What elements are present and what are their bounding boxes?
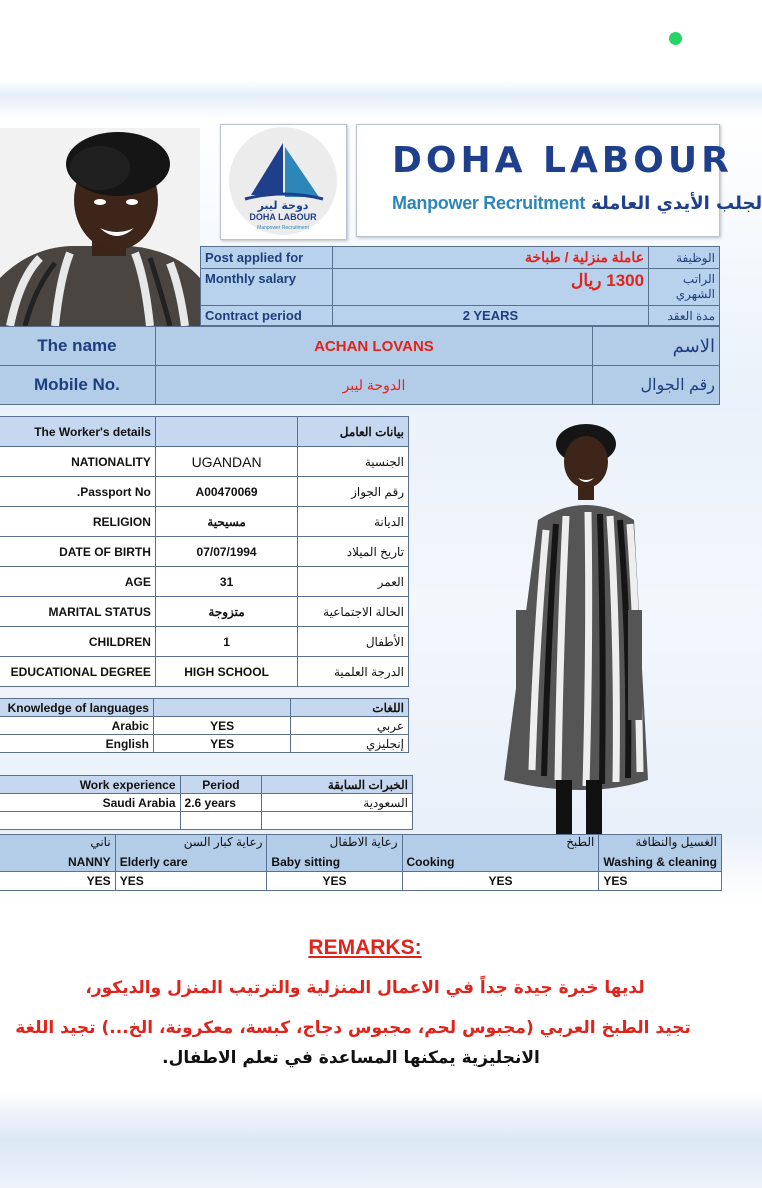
language-name-ar: عربي — [291, 717, 409, 735]
name-label: The name — [0, 327, 155, 366]
mobile-label: Mobile No. — [0, 366, 155, 405]
name-label-ar: الاسم — [593, 327, 720, 366]
table-row — [0, 717, 409, 735]
detail-label-en: Passport No. — [0, 477, 155, 507]
table-row — [0, 627, 409, 657]
identity-table — [0, 326, 720, 405]
detail-value: متزوجة — [155, 597, 297, 627]
experience-header-en: Work experience — [0, 776, 180, 794]
skill-header-ar: ناني — [0, 835, 115, 854]
languages-header-ar: اللغات — [291, 699, 409, 717]
company-logo — [220, 124, 347, 240]
detail-label-ar: الحالة الاجتماعية — [298, 597, 409, 627]
table-row — [0, 537, 409, 567]
name-value: ACHAN LOVANS — [155, 327, 592, 366]
skill-value: YES — [115, 872, 267, 891]
table-row — [0, 507, 409, 537]
mobile-label-ar: رقم الجوال — [593, 366, 720, 405]
remarks-line-2: تجيد الطبخ العربي (مجبوس لحم، مجبوس دجاج، كبسة، معكرونة، الخ...) تجيد اللغة — [15, 1018, 691, 1038]
details-header-en: The Worker's details — [0, 417, 155, 447]
skill-header-ar: رعاية الاطفال — [267, 835, 402, 854]
detail-label-ar: تاريخ الميلاد — [298, 537, 409, 567]
skill-header-ar: رعاية كبار السن — [115, 835, 267, 854]
languages-header-blank — [153, 699, 290, 717]
brand-subtitle-ar: لجلب الأيدي العاملة — [591, 193, 762, 214]
table-row — [0, 477, 409, 507]
detail-label-ar: الديانة — [298, 507, 409, 537]
contract-label-ar: مدة العقد — [649, 306, 720, 326]
skills-table — [0, 834, 722, 891]
detail-label-en: NATIONALITY — [0, 447, 155, 477]
detail-value: 1 — [155, 627, 297, 657]
contract-value: 2 YEARS — [332, 306, 648, 326]
experience-country-ar — [262, 812, 413, 830]
skill-header-en: NANNY — [0, 853, 115, 872]
salary-value: 1300 ريال — [332, 269, 648, 306]
languages-header-en: Knowledge of languages — [0, 699, 153, 717]
post-label: Post applied for — [201, 247, 333, 269]
detail-label-ar: الأطفال — [298, 627, 409, 657]
experience-country-ar: السعودية — [262, 794, 413, 812]
mobile-value: الدوحة ليبر — [155, 366, 592, 405]
table-row — [0, 597, 409, 627]
remarks-title: REMARKS: — [308, 936, 422, 959]
worker-full-photo — [498, 420, 654, 836]
experience-header-period: Period — [180, 776, 262, 794]
brand-subtitle-en: Manpower Recruitment — [392, 193, 586, 213]
skill-value: YES — [402, 872, 599, 891]
skill-header-en: Cooking — [402, 853, 599, 872]
salary-label: Monthly salary — [201, 269, 333, 306]
experience-header-ar: الخبرات السابقة — [262, 776, 413, 794]
post-value: عاملة منزلية / طباخة — [332, 247, 648, 269]
table-row — [0, 447, 409, 477]
detail-label-en: AGE — [0, 567, 155, 597]
experience-period — [180, 812, 262, 830]
detail-label-en: EDUCATIONAL DEGREE — [0, 657, 155, 687]
language-name-ar: إنجليزي — [291, 735, 409, 753]
experience-country-en: Saudi Arabia — [0, 794, 180, 812]
skill-header-en: Washing & cleaning — [599, 853, 722, 872]
skill-header-en: Baby sitting — [267, 853, 402, 872]
details-header-ar: بيانات العامل — [298, 417, 409, 447]
salary-label-ar: الراتب الشهري — [649, 269, 720, 306]
post-label-ar: الوظيفة — [649, 247, 720, 269]
language-name-en: English — [0, 735, 153, 753]
logo-text-ar: دوحة ليبر — [257, 199, 309, 212]
detail-value: مسيحية — [155, 507, 297, 537]
contract-label: Contract period — [201, 306, 333, 326]
language-value: YES — [153, 735, 290, 753]
detail-label-en: RELIGION — [0, 507, 155, 537]
remarks-line-3: الانجليزية يمكنها المساعدة في تعلم الاطفال. — [162, 1048, 540, 1068]
experience-table — [0, 775, 413, 830]
table-row — [0, 657, 409, 687]
detail-label-ar: رقم الجواز — [298, 477, 409, 507]
detail-label-en: CHILDREN — [0, 627, 155, 657]
table-row — [0, 735, 409, 753]
languages-table — [0, 698, 409, 753]
experience-country-en — [0, 812, 180, 830]
table-row — [0, 567, 409, 597]
detail-label-ar: العمر — [298, 567, 409, 597]
detail-label-ar: الجنسية — [298, 447, 409, 477]
logo-text-small: Manpower Recruitment — [257, 225, 309, 231]
worker-headshot-photo — [0, 128, 200, 326]
detail-label-en: DATE OF BIRTH — [0, 537, 155, 567]
table-row — [0, 812, 413, 830]
experience-period: 2.6 years — [180, 794, 262, 812]
worker-details-table — [0, 416, 409, 687]
detail-value: 07/07/1994 — [155, 537, 297, 567]
language-name-en: Arabic — [0, 717, 153, 735]
online-status-dot — [669, 32, 682, 45]
skill-value: YES — [599, 872, 722, 891]
detail-label-ar: الدرجة العلمية — [298, 657, 409, 687]
brand-subtitle — [392, 193, 762, 214]
skill-value: YES — [267, 872, 402, 891]
remarks-line-1: لديها خبرة جيدة جداً في الاعمال المنزلية والترتيب المنزل والديكور، — [85, 978, 645, 998]
skill-header-en: Elderly care — [115, 853, 267, 872]
detail-value: UGANDAN — [155, 447, 297, 477]
brand-title: DOHA LABOUR — [392, 140, 733, 181]
detail-label-en: MARITAL STATUS — [0, 597, 155, 627]
language-value: YES — [153, 717, 290, 735]
table-row — [0, 794, 413, 812]
logo-text-en: DOHA LABOUR — [249, 212, 317, 222]
skill-header-ar: الغسيل والنظافة — [599, 835, 722, 854]
skill-value: YES — [0, 872, 115, 891]
detail-value: A00470069 — [155, 477, 297, 507]
skill-header-ar: الطبخ — [402, 835, 599, 854]
detail-value: 31 — [155, 567, 297, 597]
details-header-blank — [155, 417, 297, 447]
detail-value: HIGH SCHOOL — [155, 657, 297, 687]
job-info-table — [200, 246, 720, 326]
